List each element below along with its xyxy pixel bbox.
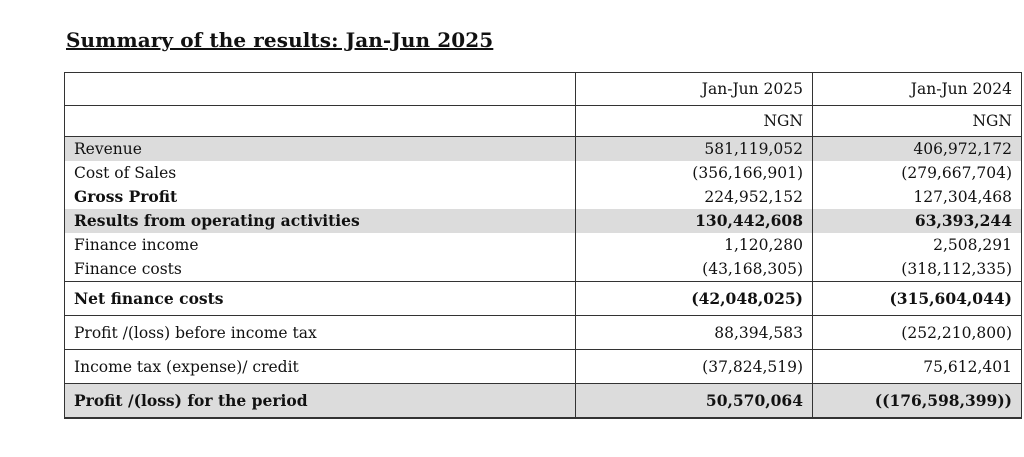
header-jan-jun-2024: Jan-Jun 2024 bbox=[813, 73, 1022, 106]
value-2024: 2,508,291 bbox=[813, 233, 1022, 257]
row-label: Profit /(loss) for the period bbox=[65, 384, 576, 419]
currency-2025: NGN bbox=[576, 106, 813, 137]
header-blank-cell bbox=[65, 73, 576, 106]
value-2024: (252,210,800) bbox=[813, 316, 1022, 350]
table-row-profit-before-tax bbox=[65, 316, 1022, 350]
value-2024: 63,393,244 bbox=[813, 209, 1022, 233]
row-label: Net finance costs bbox=[65, 282, 576, 316]
currency-blank-cell bbox=[65, 106, 576, 137]
results-table bbox=[64, 72, 1022, 419]
value-2024: (318,112,335) bbox=[813, 257, 1022, 282]
value-2025: 50,570,064 bbox=[576, 384, 813, 419]
value-2024: ((176,598,399)) bbox=[813, 384, 1022, 419]
table-row-revenue bbox=[65, 137, 1022, 162]
value-2024: (279,667,704) bbox=[813, 161, 1022, 185]
header-jan-jun-2025: Jan-Jun 2025 bbox=[576, 73, 813, 106]
value-2024: 127,304,468 bbox=[813, 185, 1022, 209]
table-row-finance-income bbox=[65, 233, 1022, 257]
value-2024: (315,604,044) bbox=[813, 282, 1022, 316]
row-label: Revenue bbox=[65, 137, 576, 162]
value-2025: (356,166,901) bbox=[576, 161, 813, 185]
value-2025: (42,048,025) bbox=[576, 282, 813, 316]
value-2024: 75,612,401 bbox=[813, 350, 1022, 384]
value-2025: (43,168,305) bbox=[576, 257, 813, 282]
currency-row bbox=[65, 106, 1022, 137]
value-2025: 88,394,583 bbox=[576, 316, 813, 350]
value-2025: 130,442,608 bbox=[576, 209, 813, 233]
table-row-cost-of-sales bbox=[65, 161, 1022, 185]
table-row-finance-costs bbox=[65, 257, 1022, 282]
table-row-profit-for-period bbox=[65, 384, 1022, 419]
document-title: Summary of the results: Jan-Jun 2025 bbox=[66, 28, 494, 52]
value-2025: 1,120,280 bbox=[576, 233, 813, 257]
currency-2024: NGN bbox=[813, 106, 1022, 137]
row-label: Cost of Sales bbox=[65, 161, 576, 185]
value-2024: 406,972,172 bbox=[813, 137, 1022, 162]
row-label: Income tax (expense)/ credit bbox=[65, 350, 576, 384]
row-label: Profit /(loss) before income tax bbox=[65, 316, 576, 350]
table-row-income-tax bbox=[65, 350, 1022, 384]
table-header-row bbox=[65, 73, 1022, 106]
value-2025: 224,952,152 bbox=[576, 185, 813, 209]
value-2025: 581,119,052 bbox=[576, 137, 813, 162]
value-2025: (37,824,519) bbox=[576, 350, 813, 384]
row-label: Finance costs bbox=[65, 257, 576, 282]
row-label: Gross Profit bbox=[65, 185, 576, 209]
table-row-operating-results bbox=[65, 209, 1022, 233]
table-row-gross-profit bbox=[65, 185, 1022, 209]
table-row-net-finance-costs bbox=[65, 282, 1022, 316]
row-label: Finance income bbox=[65, 233, 576, 257]
row-label: Results from operating activities bbox=[65, 209, 576, 233]
